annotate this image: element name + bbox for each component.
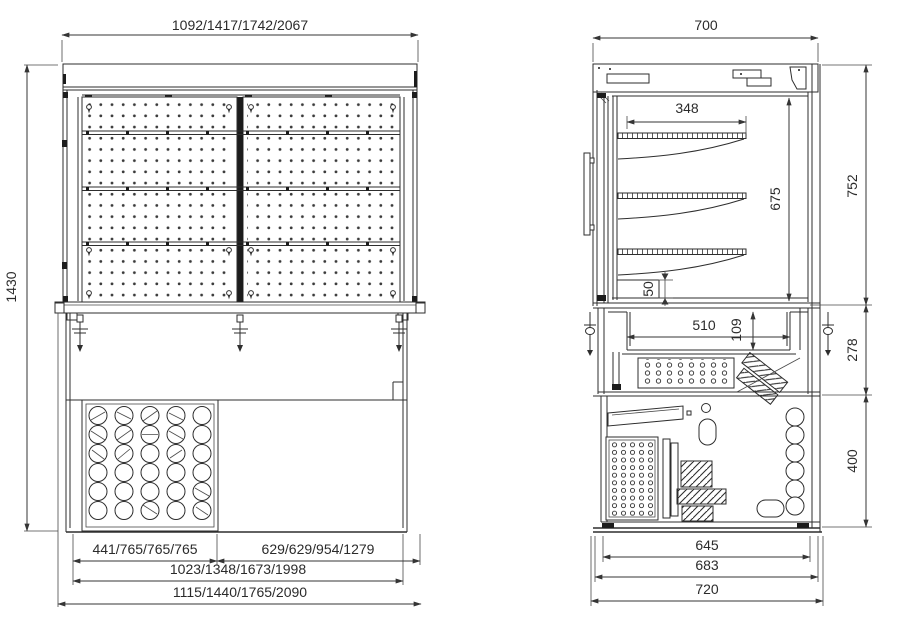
dim-base-inner-depth: 645 bbox=[695, 537, 719, 553]
condenser bbox=[606, 437, 658, 520]
dim-front-base-left: 441/765/765/765 bbox=[92, 541, 198, 557]
dim-mid-height: 278 bbox=[844, 338, 860, 362]
shelf bbox=[618, 133, 746, 159]
dim-base-mid-depth: 683 bbox=[695, 557, 719, 573]
door-handle bbox=[584, 153, 590, 235]
dim-front-overall-height: 1430 bbox=[3, 271, 19, 303]
dim-bottom-step: 50 bbox=[640, 281, 656, 297]
leveling-foot bbox=[391, 315, 407, 352]
side-canopy bbox=[593, 64, 818, 103]
side-view bbox=[584, 17, 872, 606]
front-base bbox=[66, 313, 407, 532]
rear-vent-holes bbox=[757, 408, 804, 517]
cable-grommet bbox=[699, 419, 716, 445]
front-view bbox=[3, 17, 425, 607]
dim-front-overall-width: 1092/1417/1742/2067 bbox=[171, 17, 309, 33]
dim-base-overall-depth: 720 bbox=[695, 581, 719, 597]
side-machinery-compartment bbox=[593, 396, 822, 532]
dim-upper-height: 752 bbox=[844, 174, 860, 198]
drip-tray bbox=[608, 406, 683, 426]
shelf bbox=[618, 193, 746, 219]
fan-unit bbox=[733, 353, 788, 405]
dim-side-overall-depth: 700 bbox=[694, 17, 718, 33]
dim-well-opening: 510 bbox=[692, 317, 716, 333]
dim-base-height: 400 bbox=[844, 449, 860, 473]
compressor bbox=[677, 461, 726, 521]
leveling-foot bbox=[72, 315, 88, 352]
ventilation-grille bbox=[82, 400, 218, 531]
dim-front-base-right: 629/629/954/1279 bbox=[261, 541, 375, 557]
side-counter bbox=[593, 303, 820, 308]
leveling-foot bbox=[232, 315, 248, 352]
dim-front-base-inner: 1023/1348/1673/1998 bbox=[169, 561, 307, 577]
shelf bbox=[618, 249, 746, 275]
front-canopy bbox=[63, 64, 417, 90]
dim-shelf-depth: 348 bbox=[675, 100, 699, 116]
dim-interior-height: 675 bbox=[767, 187, 783, 211]
side-shelves bbox=[612, 133, 808, 298]
front-perforated-panels bbox=[82, 95, 400, 302]
dim-front-base-overall: 1115/1440/1765/2090 bbox=[172, 584, 308, 600]
center-divider bbox=[238, 97, 244, 302]
dim-well-depth: 109 bbox=[728, 318, 744, 342]
rear-spacer-bolt bbox=[822, 312, 834, 356]
front-spacer-bolt bbox=[584, 312, 596, 356]
